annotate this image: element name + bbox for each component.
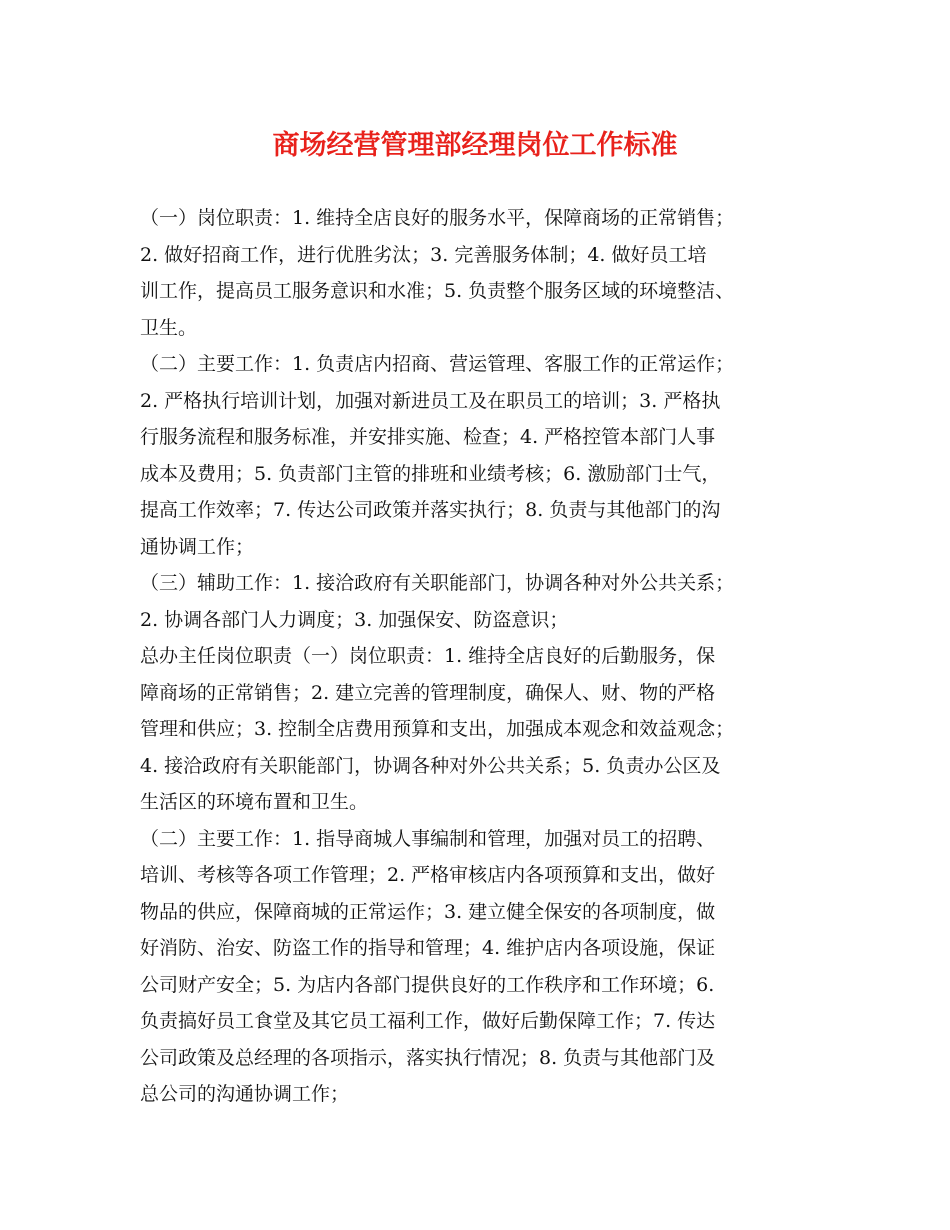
body-line: 公司政策及总经理的各项指示，落实执行情况；8. 负责与其他部门及 — [140, 1046, 716, 1069]
body-line: 物品的供应，保障商城的正常运作；3. 建立健全保安的各项制度，做 — [140, 900, 716, 923]
body-line: 好消防、治安、防盗工作的指导和管理；4. 维护店内各项设施，保证 — [140, 937, 716, 959]
body-line: （二）主要工作：1. 负责店内招商、营运管理、客服工作的正常运作； — [140, 353, 735, 375]
body-line: 提高工作效率；7. 传达公司政策并落实执行；8. 负责与其他部门的沟 — [140, 499, 721, 521]
body-line: 管理和供应；3. 控制全店费用预算和支出，加强成本观念和效益观念； — [140, 718, 735, 740]
body-line: 培训、考核等各项工作管理；2. 严格审核店内各项预算和支出，做好 — [140, 864, 716, 886]
document-title: 商场经营管理部经理岗位工作标准 — [272, 130, 678, 161]
body-line: 公司财产安全；5. 为店内各部门提供良好的工作秩序和工作环境；6. — [140, 973, 715, 996]
body-line: 4. 接洽政府有关职能部门，协调各种对外公共关系；5. 负责办公区及 — [140, 754, 721, 777]
body-line: 训工作，提高员工服务意识和水准；5. 负责整个服务区域的环境整洁、 — [140, 280, 735, 302]
body-line: （三）辅助工作：1. 接洽政府有关职能部门，协调各种对外公共关系； — [140, 572, 735, 594]
body-line: 总办主任岗位职责（一）岗位职责：1. 维持全店良好的后勤服务，保 — [140, 645, 716, 667]
body-line: 卫生。 — [140, 316, 198, 339]
body-line: 行服务流程和服务标准，并安排实施、检查；4. 严格控管本部门人事 — [140, 426, 716, 448]
body-line: 障商场的正常销售；2. 建立完善的管理制度，确保人、财、物的严格 — [140, 681, 716, 704]
body-line: 成本及费用；5. 负责部门主管的排班和业绩考核；6. 激励部门士气， — [140, 462, 721, 485]
document-body — [140, 200, 820, 1113]
body-line: 2. 协调各部门人力调度；3. 加强保安、防盗意识； — [140, 608, 569, 631]
body-line: 2. 严格执行培训计划，加强对新进员工及在职员工的培训；3. 严格执 — [140, 389, 721, 412]
body-line: 通协调工作； — [140, 535, 255, 558]
body-line: 2. 做好招商工作，进行优胜劣汰；3. 完善服务体制；4. 做好员工培 — [140, 243, 707, 266]
body-line: 总公司的沟通协调工作； — [140, 1083, 350, 1105]
body-line: 生活区的环境布置和卫生。 — [140, 791, 369, 813]
body-line: （一）岗位职责：1. 维持全店良好的服务水平，保障商场的正常销售； — [140, 207, 735, 229]
body-line: （二）主要工作：1. 指导商城人事编制和管理，加强对员工的招聘、 — [140, 827, 716, 850]
body-line: 负责搞好员工食堂及其它员工福利工作，做好后勤保障工作；7. 传达 — [140, 1010, 716, 1032]
